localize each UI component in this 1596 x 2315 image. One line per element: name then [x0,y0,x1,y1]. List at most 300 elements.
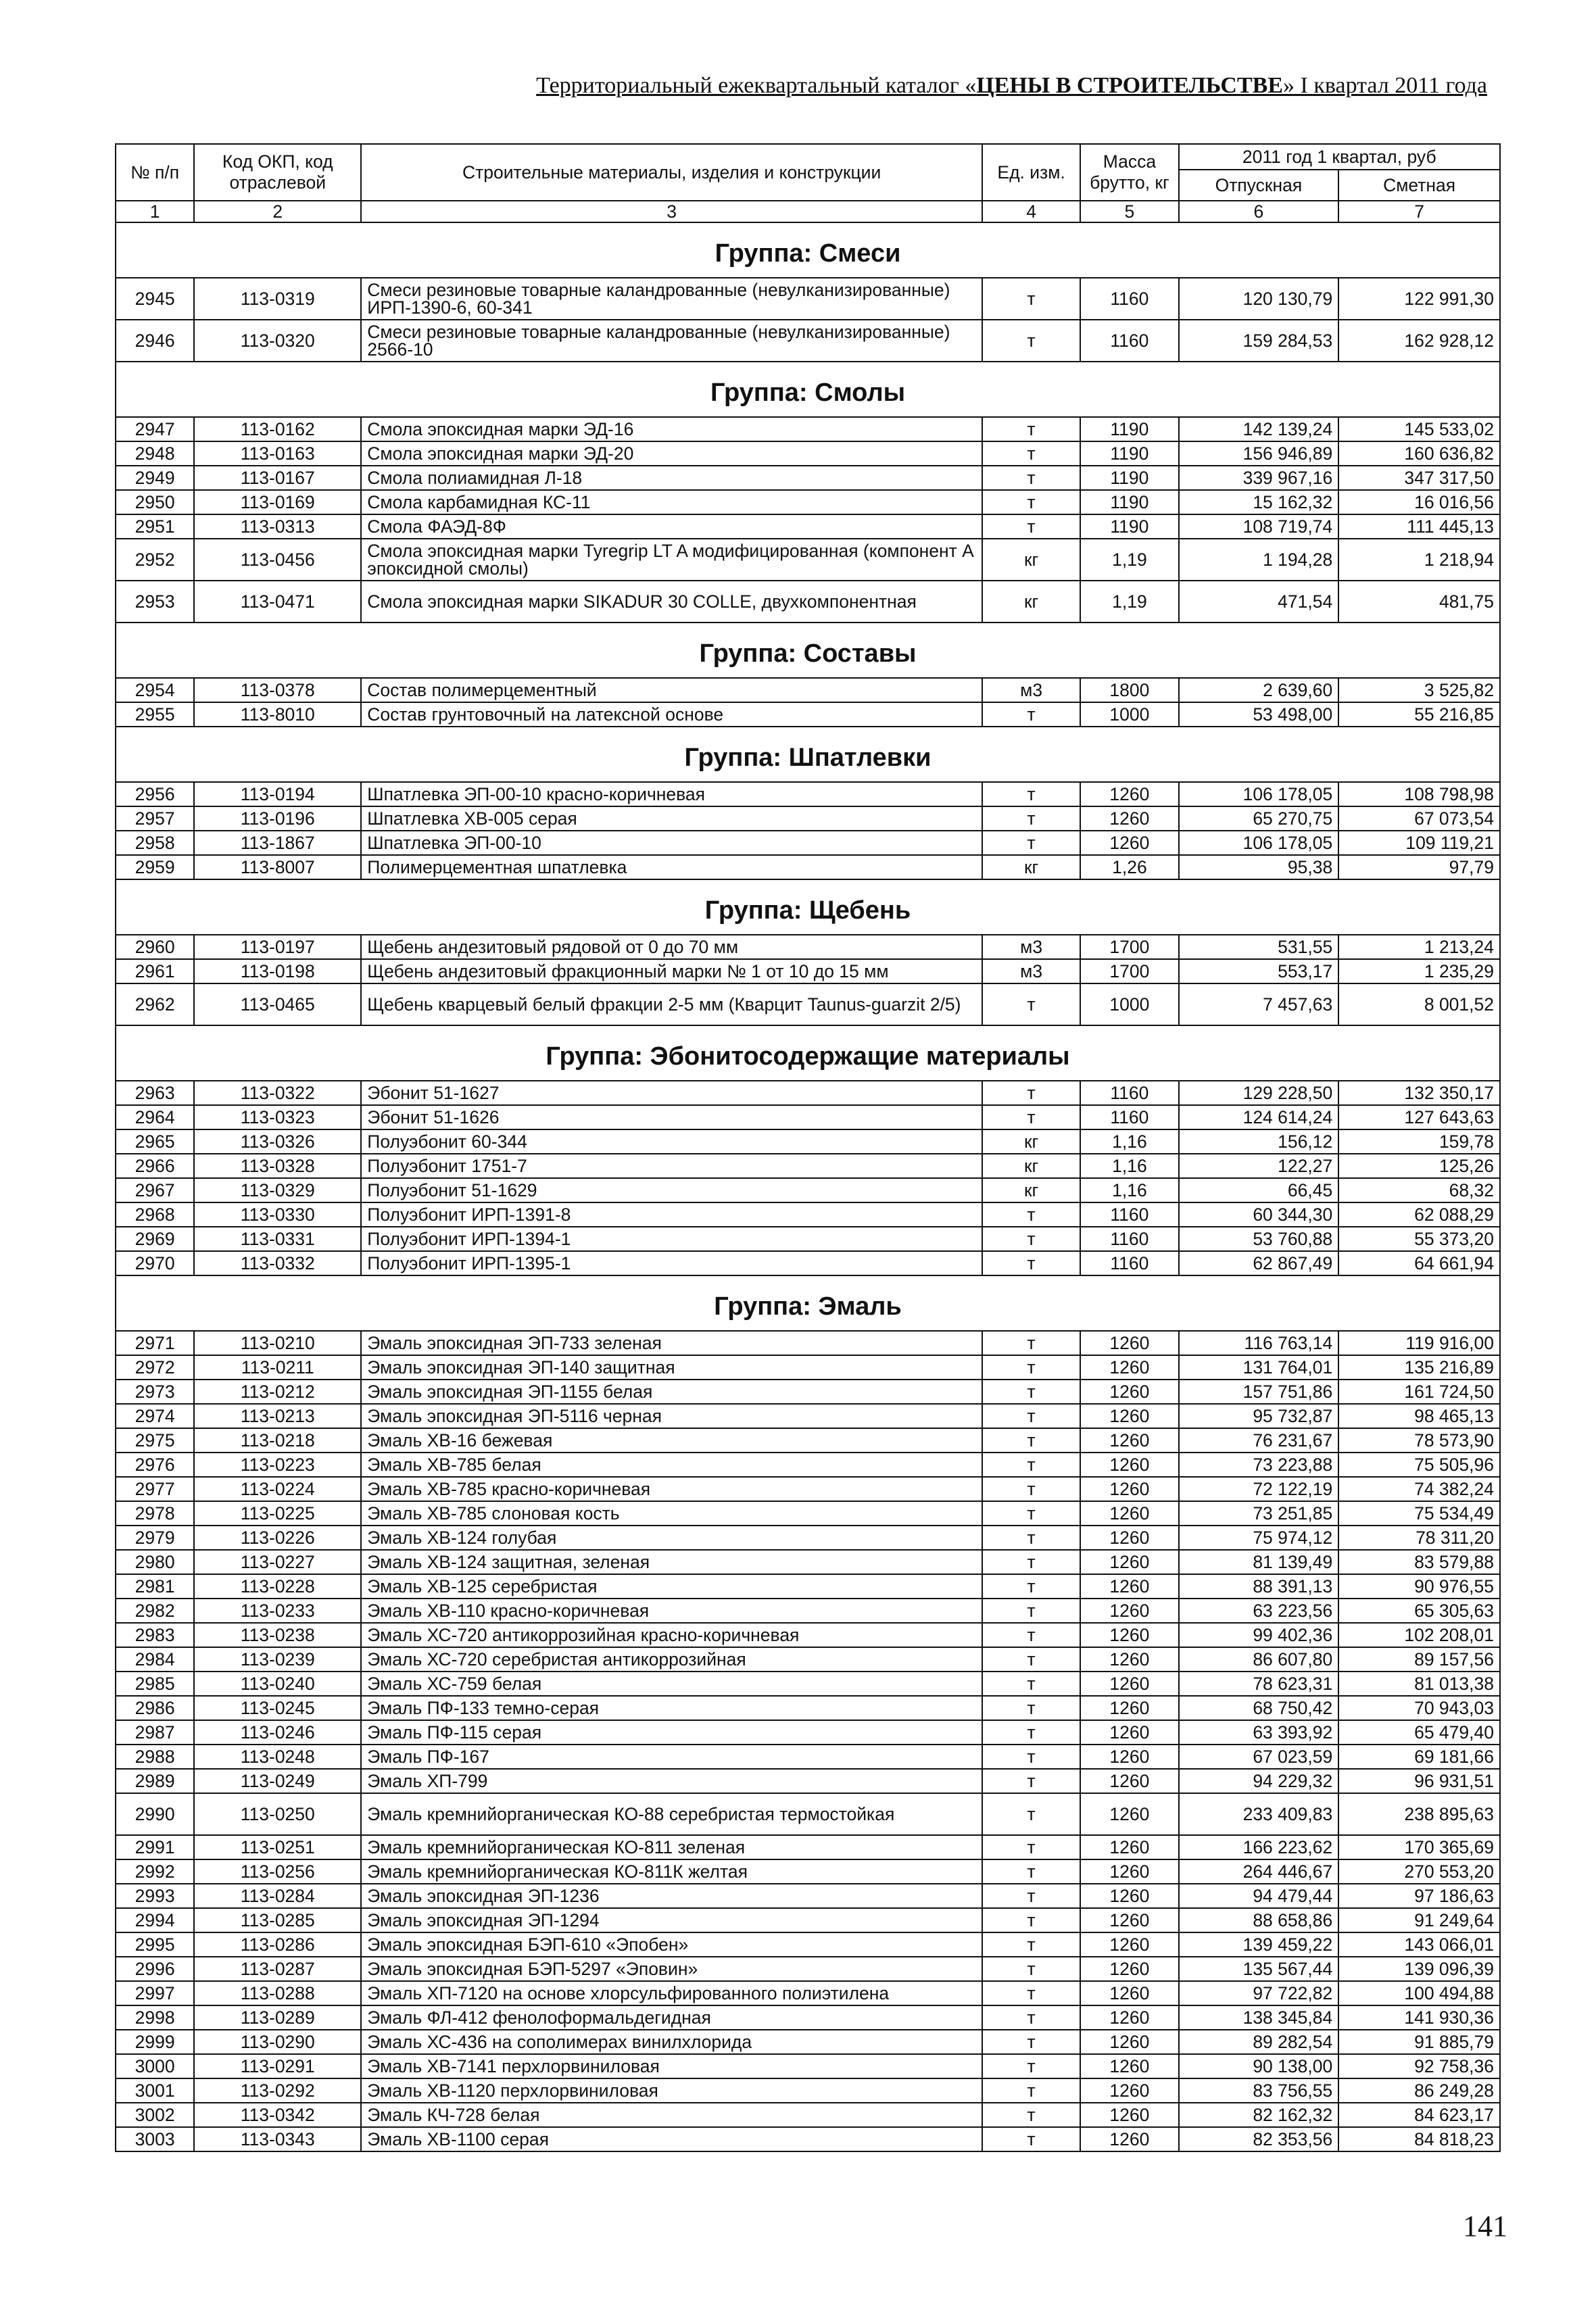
row-number: 3002 [116,2103,194,2127]
row-price-estimate: 1 235,29 [1338,959,1500,983]
row-mass: 1190 [1080,514,1178,539]
row-mass: 1260 [1080,1672,1178,1696]
row-code: 113-0169 [194,490,361,514]
row-price-release: 159 284,53 [1179,320,1339,362]
row-unit: т [982,806,1080,831]
row-mass: 1190 [1080,466,1178,490]
row-name: Эмаль ПФ-133 темно-серая [361,1696,982,1720]
row-number: 2961 [116,959,194,983]
row-mass: 1260 [1080,2127,1178,2151]
row-price-estimate: 65 479,40 [1338,1720,1500,1745]
row-number: 2947 [116,417,194,441]
row-number: 2988 [116,1745,194,1769]
row-price-estimate: 100 494,88 [1338,1981,1500,2005]
row-price-release: 124 614,24 [1179,1105,1339,1129]
row-price-estimate: 135 216,89 [1338,1355,1500,1380]
table-row [116,1574,1500,1599]
row-unit: т [982,1202,1080,1227]
row-name: Эмаль ХВ-1120 перхлорвиниловая [361,2078,982,2103]
row-price-estimate: 132 350,17 [1338,1081,1500,1105]
row-code: 113-0320 [194,320,361,362]
row-price-estimate: 84 623,17 [1338,2103,1500,2127]
row-name: Эмаль ХВ-7141 перхлорвиниловая [361,2054,982,2078]
row-mass: 1,26 [1080,855,1178,879]
row-mass: 1260 [1080,1957,1178,1981]
row-name: Эмаль эпоксидная ЭП-1294 [361,1908,982,1932]
row-unit: т [982,1477,1080,1501]
row-number: 2991 [116,1835,194,1859]
row-mass: 1260 [1080,1331,1178,1355]
row-name: Смола эпоксидная марки Tyregrip LT A модифицированная (компонент А эпоксидной смолы) [361,539,982,581]
row-unit: т [982,1251,1080,1275]
row-number: 2980 [116,1550,194,1574]
column-number: 1 [116,201,194,222]
row-price-release: 72 122,19 [1179,1477,1339,1501]
row-price-estimate: 74 382,24 [1338,1477,1500,1501]
price-table [115,143,1501,2152]
row-price-estimate: 64 661,94 [1338,1251,1500,1275]
row-unit: т [982,1647,1080,1672]
row-code: 113-0343 [194,2127,361,2151]
row-number: 2965 [116,1129,194,1154]
row-code: 113-0213 [194,1404,361,1428]
row-unit: т [982,441,1080,466]
row-unit: т [982,1981,1080,2005]
row-code: 113-0342 [194,2103,361,2127]
row-mass: 1260 [1080,1745,1178,1769]
row-name: Смеси резиновые товарные каландрованные (невулканизированные) 2566-10 [361,320,982,362]
row-code: 113-0227 [194,1550,361,1574]
row-price-release: 62 867,49 [1179,1251,1339,1275]
row-price-release: 88 658,86 [1179,1908,1339,1932]
row-unit: т [982,1574,1080,1599]
row-code: 113-0223 [194,1453,361,1477]
row-mass: 1260 [1080,1526,1178,1550]
table-row [116,2127,1500,2151]
row-price-release: 264 446,67 [1179,1859,1339,1884]
row-price-estimate: 86 249,28 [1338,2078,1500,2103]
col-header-name: Строительные материалы, изделия и конструкции [361,144,982,201]
row-code: 113-0290 [194,2030,361,2054]
column-number: 2 [194,201,361,222]
table-row [116,1769,1500,1793]
row-name: Полуэбонит ИРП-1391-8 [361,1202,982,1227]
table-row [116,1081,1500,1105]
row-unit: м3 [982,935,1080,959]
row-name: Эмаль ХВ-110 красно-коричневая [361,1599,982,1623]
row-number: 2951 [116,514,194,539]
table-row [116,1957,1500,1981]
row-price-release: 81 139,49 [1179,1550,1339,1574]
row-mass: 1260 [1080,1696,1178,1720]
row-price-estimate: 3 525,82 [1338,678,1500,702]
table-row [116,417,1500,441]
row-number: 3000 [116,2054,194,2078]
table-row [116,1477,1500,1501]
row-code: 113-0196 [194,806,361,831]
row-unit: кг [982,1178,1080,1202]
row-name: Шпатлевка ЭП-00-10 [361,831,982,855]
row-unit: т [982,278,1080,320]
row-mass: 1260 [1080,1428,1178,1453]
row-price-estimate: 347 317,50 [1338,466,1500,490]
table-row [116,581,1500,623]
row-mass: 1260 [1080,1932,1178,1957]
row-code: 113-0332 [194,1251,361,1275]
row-unit: т [982,1355,1080,1380]
row-name: Эмаль эпоксидная ЭП-140 защитная [361,1355,982,1380]
row-price-release: 120 130,79 [1179,278,1339,320]
row-number: 2995 [116,1932,194,1957]
row-name: Эмаль ХС-436 на сополимерах винилхлорида [361,2030,982,2054]
row-name: Полуэбонит ИРП-1394-1 [361,1227,982,1251]
row-price-estimate: 161 724,50 [1338,1380,1500,1404]
row-unit: м3 [982,678,1080,702]
row-code: 113-0319 [194,278,361,320]
row-code: 113-0250 [194,1793,361,1835]
row-unit: т [982,2078,1080,2103]
row-name: Щебень андезитовый фракционный марки № 1 от 10 до 15 мм [361,959,982,983]
row-code: 113-0286 [194,1932,361,1957]
header-prefix: Территориальный ежеквартальный каталог « [536,73,977,98]
table-row [116,1105,1500,1129]
row-mass: 1800 [1080,678,1178,702]
table-row [116,514,1500,539]
row-number: 2983 [116,1623,194,1647]
row-price-release: 90 138,00 [1179,2054,1339,2078]
table-row [116,1981,1500,2005]
table-row [116,1178,1500,1202]
row-number: 2981 [116,1574,194,1599]
col-header-mass: Масса брутто, кг [1080,144,1178,201]
row-name: Эмаль ХВ-124 голубая [361,1526,982,1550]
row-number: 2945 [116,278,194,320]
row-price-release: 1 194,28 [1179,539,1339,581]
row-name: Эмаль кремнийорганическая КО-88 серебристая термостойкая [361,1793,982,1835]
row-name: Шпатлевка ЭП-00-10 красно-коричневая [361,782,982,806]
catalog-header [473,73,1487,99]
row-mass: 1260 [1080,1380,1178,1404]
row-unit: т [982,466,1080,490]
row-price-estimate: 102 208,01 [1338,1623,1500,1647]
row-code: 113-0289 [194,2005,361,2030]
table-row [116,1428,1500,1453]
row-name: Смола эпоксидная марки SIKADUR 30 COLLE, двухкомпонентная [361,581,982,623]
row-number: 2953 [116,581,194,623]
row-price-estimate: 78 311,20 [1338,1526,1500,1550]
row-price-release: 66,45 [1179,1178,1339,1202]
row-number: 2992 [116,1859,194,1884]
row-name: Эмаль эпоксидная БЭП-610 «Эпобен» [361,1932,982,1957]
row-number: 2957 [116,806,194,831]
row-mass: 1260 [1080,1720,1178,1745]
group-title: Группа: Составы [116,623,1500,678]
row-unit: т [982,2103,1080,2127]
row-unit: т [982,1908,1080,1932]
row-mass: 1,19 [1080,581,1178,623]
table-row [116,1793,1500,1835]
table-row [116,1835,1500,1859]
row-code: 113-0256 [194,1859,361,1884]
row-code: 113-0225 [194,1501,361,1526]
group-row [116,362,1500,417]
row-name: Эмаль эпоксидная ЭП-1236 [361,1884,982,1908]
col-header-price1: Отпускная [1179,170,1339,201]
row-price-estimate: 109 119,21 [1338,831,1500,855]
row-number: 2979 [116,1526,194,1550]
row-unit: т [982,1404,1080,1428]
row-price-release: 531,55 [1179,935,1339,959]
table-row [116,1908,1500,1932]
row-unit: т [982,1550,1080,1574]
row-price-estimate: 108 798,98 [1338,782,1500,806]
row-price-release: 63 393,92 [1179,1720,1339,1745]
row-mass: 1260 [1080,1981,1178,2005]
row-price-estimate: 8 001,52 [1338,983,1500,1025]
table-row [116,1623,1500,1647]
row-mass: 1260 [1080,1599,1178,1623]
row-price-release: 233 409,83 [1179,1793,1339,1835]
row-unit: т [982,2127,1080,2151]
row-price-release: 86 607,80 [1179,1647,1339,1672]
table-row [116,702,1500,727]
row-number: 2993 [116,1884,194,1908]
row-unit: т [982,831,1080,855]
row-number: 3003 [116,2127,194,2151]
table-row [116,1884,1500,1908]
row-price-estimate: 127 643,63 [1338,1105,1500,1129]
row-price-release: 94 479,44 [1179,1884,1339,1908]
row-price-estimate: 96 931,51 [1338,1769,1500,1793]
row-price-release: 122,27 [1179,1154,1339,1178]
row-code: 113-0292 [194,2078,361,2103]
row-price-estimate: 1 218,94 [1338,539,1500,581]
row-mass: 1260 [1080,1835,1178,1859]
row-code: 113-0162 [194,417,361,441]
table-row [116,678,1500,702]
row-price-release: 131 764,01 [1179,1355,1339,1380]
row-price-estimate: 160 636,82 [1338,441,1500,466]
row-name: Эмаль эпоксидная ЭП-1155 белая [361,1380,982,1404]
row-mass: 1160 [1080,1227,1178,1251]
row-unit: т [982,1793,1080,1835]
row-price-release: 553,17 [1179,959,1339,983]
row-number: 2954 [116,678,194,702]
row-code: 113-0328 [194,1154,361,1178]
row-mass: 1260 [1080,1453,1178,1477]
row-unit: т [982,2054,1080,2078]
row-price-estimate: 119 916,00 [1338,1331,1500,1355]
row-number: 2952 [116,539,194,581]
row-unit: т [982,2005,1080,2030]
row-number: 2964 [116,1105,194,1129]
row-number: 2956 [116,782,194,806]
row-mass: 1260 [1080,1884,1178,1908]
table-row [116,1932,1500,1957]
row-mass: 1260 [1080,1574,1178,1599]
row-number: 2955 [116,702,194,727]
row-code: 113-0167 [194,466,361,490]
row-price-estimate: 67 073,54 [1338,806,1500,831]
row-name: Эмаль эпоксидная ЭП-5116 черная [361,1404,982,1428]
table-row [116,1720,1500,1745]
header-suffix: » I квартал 2011 года [1283,73,1487,98]
row-mass: 1160 [1080,1081,1178,1105]
row-number: 2982 [116,1599,194,1623]
row-mass: 1190 [1080,441,1178,466]
row-name: Щебень андезитовый рядовой от 0 до 70 мм [361,935,982,959]
row-unit: т [982,1696,1080,1720]
row-price-estimate: 90 976,55 [1338,1574,1500,1599]
row-price-estimate: 70 943,03 [1338,1696,1500,1720]
row-number: 2975 [116,1428,194,1453]
column-number: 6 [1179,201,1339,222]
row-unit: кг [982,581,1080,623]
row-price-release: 88 391,13 [1179,1574,1339,1599]
row-mass: 1260 [1080,1501,1178,1526]
row-mass: 1260 [1080,1647,1178,1672]
row-name: Смеси резиновые товарные каландрованные (невулканизированные) ИРП-1390-6, 60-341 [361,278,982,320]
row-name: Смола карбамидная КС-11 [361,490,982,514]
row-price-estimate: 75 505,96 [1338,1453,1500,1477]
table-row [116,320,1500,362]
row-number: 2978 [116,1501,194,1526]
row-unit: т [982,1380,1080,1404]
row-name: Эмаль ХВ-1100 серая [361,2127,982,2151]
row-price-release: 65 270,75 [1179,806,1339,831]
row-code: 113-0313 [194,514,361,539]
row-price-estimate: 84 818,23 [1338,2127,1500,2151]
row-name: Эмаль ФЛ-412 фенолоформальдегидная [361,2005,982,2030]
table-row [116,1380,1500,1404]
row-name: Состав грунтовочный на латексной основе [361,702,982,727]
row-price-release: 166 223,62 [1179,1835,1339,1859]
row-price-estimate: 16 016,56 [1338,490,1500,514]
row-mass: 1260 [1080,2030,1178,2054]
row-code: 113-0285 [194,1908,361,1932]
row-unit: т [982,1859,1080,1884]
row-price-release: 157 751,86 [1179,1380,1339,1404]
table-row [116,782,1500,806]
row-price-release: 95,38 [1179,855,1339,879]
row-number: 2972 [116,1355,194,1380]
row-unit: т [982,1501,1080,1526]
table-row [116,1696,1500,1720]
row-unit: т [982,702,1080,727]
row-unit: т [982,1599,1080,1623]
table-row [116,1526,1500,1550]
row-unit: т [982,514,1080,539]
row-name: Полуэбонит ИРП-1395-1 [361,1251,982,1275]
row-number: 3001 [116,2078,194,2103]
row-unit: т [982,1526,1080,1550]
row-mass: 1,16 [1080,1129,1178,1154]
column-number: 4 [982,201,1080,222]
row-mass: 1,16 [1080,1178,1178,1202]
row-unit: т [982,1623,1080,1647]
table-row [116,1745,1500,1769]
table-row [116,2030,1500,2054]
row-price-release: 142 139,24 [1179,417,1339,441]
row-price-release: 94 229,32 [1179,1769,1339,1793]
row-price-release: 156 946,89 [1179,441,1339,466]
row-code: 113-0224 [194,1477,361,1501]
row-price-release: 116 763,14 [1179,1331,1339,1355]
row-price-release: 139 459,22 [1179,1932,1339,1957]
row-name: Эмаль ХВ-124 защитная, зеленая [361,1550,982,1574]
row-name: Эмаль ХС-720 серебристая антикоррозийная [361,1647,982,1672]
row-mass: 1260 [1080,782,1178,806]
row-number: 2949 [116,466,194,490]
row-number: 2960 [116,935,194,959]
row-code: 113-0245 [194,1696,361,1720]
row-price-release: 83 756,55 [1179,2078,1339,2103]
row-code: 113-0239 [194,1647,361,1672]
row-name: Эмаль КЧ-728 белая [361,2103,982,2127]
table-row [116,2005,1500,2030]
row-price-release: 89 282,54 [1179,2030,1339,2054]
table-row [116,1129,1500,1154]
row-price-release: 67 023,59 [1179,1745,1339,1769]
table-row [116,278,1500,320]
row-number: 2997 [116,1981,194,2005]
row-code: 113-0322 [194,1081,361,1105]
row-number: 2948 [116,441,194,466]
table-row [116,1647,1500,1672]
row-price-estimate: 55 373,20 [1338,1227,1500,1251]
row-number: 2998 [116,2005,194,2030]
row-price-estimate: 91 885,79 [1338,2030,1500,2054]
row-mass: 1000 [1080,983,1178,1025]
row-unit: т [982,2030,1080,2054]
row-code: 113-8010 [194,702,361,727]
row-code: 113-0238 [194,1623,361,1647]
row-unit: т [982,983,1080,1025]
row-code: 113-0226 [194,1526,361,1550]
row-code: 113-0233 [194,1599,361,1623]
row-number: 2976 [116,1453,194,1477]
row-number: 2966 [116,1154,194,1178]
row-code: 113-0323 [194,1105,361,1129]
row-mass: 1190 [1080,490,1178,514]
row-unit: т [982,1453,1080,1477]
row-number: 2971 [116,1331,194,1355]
table-row [116,2078,1500,2103]
group-title: Группа: Эбонитосодержащие материалы [116,1025,1500,1081]
row-name: Эмаль кремнийорганическая КО-811 зеленая [361,1835,982,1859]
row-price-release: 76 231,67 [1179,1428,1339,1453]
row-unit: кг [982,539,1080,581]
row-unit: т [982,1835,1080,1859]
table-row [116,1404,1500,1428]
row-code: 113-0331 [194,1227,361,1251]
row-unit: т [982,1672,1080,1696]
row-number: 2990 [116,1793,194,1835]
row-price-release: 63 223,56 [1179,1599,1339,1623]
row-price-release: 60 344,30 [1179,1202,1339,1227]
row-code: 113-0246 [194,1720,361,1745]
group-title: Группа: Эмаль [116,1275,1500,1331]
row-number: 2967 [116,1178,194,1202]
row-code: 113-0212 [194,1380,361,1404]
row-name: Эмаль эпоксидная ЭП-733 зеленая [361,1331,982,1355]
row-code: 113-0211 [194,1355,361,1380]
row-price-release: 108 719,74 [1179,514,1339,539]
row-price-release: 73 223,88 [1179,1453,1339,1477]
row-code: 113-0284 [194,1884,361,1908]
row-unit: м3 [982,959,1080,983]
row-price-release: 97 722,82 [1179,1981,1339,2005]
